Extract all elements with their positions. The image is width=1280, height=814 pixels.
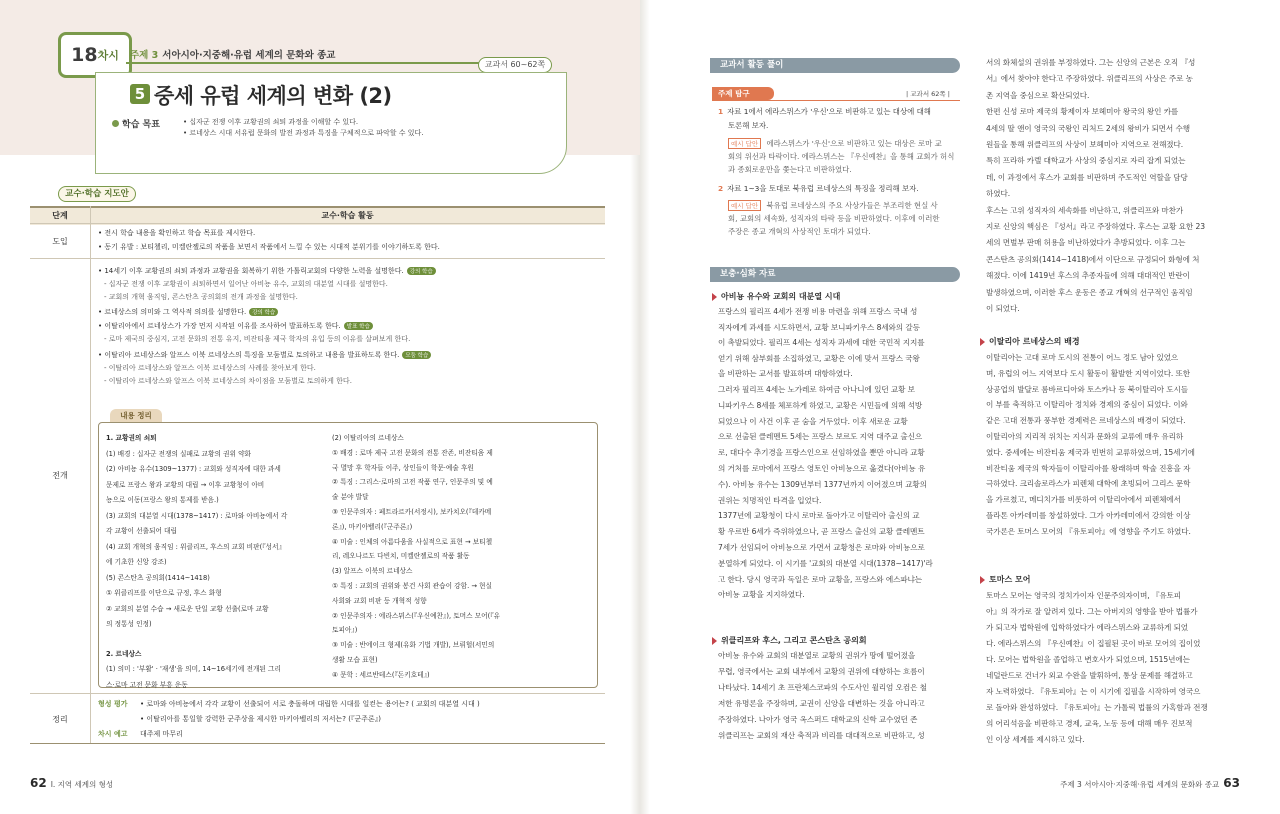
summary-right-line: ② 특징 : 그리스·로마의 고전 작품 연구, 인문주의 및 예 [332, 478, 493, 487]
heading-text: 이탈리아 르네상스의 배경 [989, 337, 1080, 346]
develop-line: - 이탈리아 르네상스와 알프스 이북 르네상스의 차이점을 모둠별로 토의하게 한다. [104, 377, 352, 385]
body-line: 로, 대다수 추기경을 프랑스인으로 선임하였을 뿐만 아니라 교황 [718, 448, 925, 458]
body-line: 되었으나 이 사건 이후 곧 숨을 거두었다. 이후 새로운 교황 [718, 416, 908, 426]
eval-line-2: • 이탈리아를 통일할 강력한 군주상을 제시한 마키아벨리의 저서는? (『군주론』) [140, 715, 381, 723]
body-line: 저한 유명론을 주장하며, 교권이 신앙을 대변하는 것을 아니라고 [718, 699, 925, 708]
body-line: 의 거처를 로마에서 프랑스 영토인 아비뇽으로 옮겼다(아비뇽 유 [718, 464, 926, 473]
right-page-number [1060, 776, 1240, 790]
develop-line: • 르네상스의 의미와 그 역사적 의의를 설명한다. 강의 학습 [98, 307, 278, 317]
body-line: 분열하게 되었다. 이 시기를 '교회의 대분열 시대(1378~1417)'라 [718, 558, 933, 568]
body-line: 네덜란드로 건너가 외교 수완을 발휘하여, 통상 문제를 해결하고 [986, 671, 1193, 680]
summary-right-line: 술 분야 발달 [332, 493, 369, 502]
body-line: 토마스 모어는 영국의 정치가이자 인문주의자이며, 『유토피 [986, 591, 1182, 600]
question-line [718, 183, 919, 194]
question-text: 자료 1~3을 토대로 북유럽 르네상스의 특징을 정리해 보자. [727, 184, 919, 193]
col-activity-header: 교수·학습 활동 [321, 211, 374, 220]
body-line: 발생하였으며, 이러한 후스 운동은 종교 개혁의 선구적인 움직임 [986, 287, 1193, 297]
body-line: 해졌다. 이에 1419년 후스의 추종자들에 의해 대대적인 반란이 [986, 271, 1190, 281]
body-line: 수). 아비뇽 유수는 1309년부터 1377년까지 이어졌으며 교황의 [718, 479, 927, 489]
intro-line-2: • 동기 유발 : 보티첼리, 미켈란젤로의 작품을 보면서 작품에서 느낄 수 있는 시대적 분위기를 이야기하도록 한다. [98, 243, 440, 251]
title-number: 5 [130, 84, 150, 104]
develop-line: - 교회의 개혁 움직임, 콘스탄츠 공의회의 전개 과정을 설명한다. [104, 293, 298, 301]
body-line: 황 우르반 6세가 즉위하였으나, 곧 프랑스 출신의 교황 클레멘트 [718, 527, 925, 537]
summary-right-line: 국 멸망 후 학자들 이주, 상인들이 학문·예술 후원 [332, 463, 474, 472]
summary-left-line: (5) 콘스탄츠 공의회(1414~1418) [106, 573, 210, 582]
goal-2: • 르네상스 시대 서유럽 문화의 발전 과정과 특징을 구체적으로 파악할 수 있다. [183, 129, 424, 137]
body-line: 하였다. [986, 189, 1011, 199]
summary-right-line: ① 배경 : 로마 제국 고전 문화의 전통 잔존, 비잔티움 제 [332, 448, 493, 457]
answer-line [728, 213, 939, 224]
body-line: 그러자 필리프 4세는 노가레로 하여금 아나니에 있던 교황 보 [718, 385, 915, 394]
heading-text: 아비뇽 유수와 교회의 대분열 시대 [721, 292, 841, 301]
question-number: 1 [718, 107, 724, 116]
row-divider [30, 258, 605, 259]
body-line: 을 비판하는 교서를 발표하며 대항하였다. [718, 369, 853, 378]
answer-text: 회의 위선과 타락이다. 에라스뮈스는 『우신예찬』을 통해 교회가 허식 [728, 152, 955, 161]
method-badge: 모둠 학습 [402, 351, 431, 359]
body-line: 위클리프는 교회의 재산 축적과 비리를 대대적으로 비판하고, 성 [718, 731, 925, 740]
answer-text: 북유럽 르네상스의 주요 사상가들은 부조리한 현실 사 [764, 201, 938, 210]
answer-text: 에라스뮈스가 '우신'으로 비판하고 있는 대상은 로마 교 [764, 139, 942, 148]
heading-text: 토마스 모어 [989, 575, 1031, 584]
body-line: 이 촉발되었다. 필리프 4세는 성직자 과세에 대한 국민적 지지를 [718, 338, 925, 347]
body-line: 무렵, 영국에서는 교회 내부에서 교황의 권위에 대항하는 흐름이 [718, 667, 925, 676]
body-line: 주장하였다. 나아가 영국 옥스퍼드 대학교의 신학 교수였던 존 [718, 715, 918, 724]
summary-left-line: (1) 의미 : '부활' · '재생'을 의미, 14~16세기에 전개된 그리 [106, 665, 281, 673]
phase-develop: 전개 [52, 471, 68, 480]
row-divider [30, 223, 605, 224]
body-line: 극하였다. 크리솔로라스가 피렌체 대학에 초빙되어 그리스 문학 [986, 479, 1191, 489]
answer-text: 과 종회로운만을 쫓는다고 비판하였다. [728, 165, 852, 174]
body-line: 데, 이 과정에서 후스가 교회를 비판하며 주도적인 역할을 담당 [986, 172, 1188, 182]
goal-dot-icon [112, 120, 119, 127]
subsection-heading [980, 574, 1030, 585]
body-line: 플라톤 아카데미를 창설하였다. 그가 아카데미에서 강의한 이상 [986, 511, 1191, 520]
summary-left-line: 각 교황이 선출되어 대립 [106, 527, 177, 535]
textbook-page-ref: 교과서 60~62쪽 [478, 57, 552, 73]
answer-tag: 예시 답안 [728, 138, 761, 149]
body-line: 비잔티움 제국의 학자들이 이탈리아를 왕래하며 학술 진흥을 자 [986, 463, 1191, 473]
body-line: 자 노력하였다. 『유토피아』는 이 시기에 집필을 시작하여 영국으 [986, 687, 1201, 696]
topic-line [130, 47, 335, 61]
body-line: 프랑스의 필리프 4세가 전쟁 비용 마련을 위해 프랑스 국내 성 [718, 307, 918, 316]
subsection-heading [712, 635, 867, 646]
body-line: 이 부를 축적하고 이탈리아 정치와 경제의 중심이 되었다. 이와 [986, 400, 1188, 410]
summary-left-line: 스·로마 고전 문화 부흥 운동 [106, 680, 188, 689]
body-line: 으로 선출된 클레멘트 5세는 프랑스 보르도 지역 대주교 출신으 [718, 432, 923, 442]
body-line: 아비뇽 유수와 교회의 대분열로 교황의 권위가 땅에 떨어졌을 [718, 651, 916, 660]
summary-left-line: 뇽으로 이동(프랑스 왕의 통제를 받음.) [106, 496, 219, 504]
eval-label: 형성 평가 [98, 700, 128, 708]
answer-line [728, 138, 942, 149]
method-badge: 강의 학습 [407, 267, 436, 275]
page-title: 중세 유럽 세계의 변화 (2) [154, 84, 392, 108]
question-rule [712, 100, 960, 101]
summary-right-line: (3) 알프스 이북의 르네상스 [332, 567, 413, 576]
activity-bar: 교과서 활동 풀이 [710, 58, 960, 73]
lesson-suffix: 차시 [97, 49, 119, 62]
body-line: 로 돌아와 완성하였다. 『유토피아』는 가톨릭 법률의 가혹함과 전쟁 [986, 703, 1208, 712]
body-line: 세의 면벌부 판매 허용을 비난하였다가 추방되었다. 이후 그는 [986, 238, 1186, 248]
summary-left-line: 2. 르네상스 [106, 649, 142, 658]
body-line: 지로 신앙의 핵심은 『성서』라고 주장하였다. 후스는 교황 요한 23 [986, 222, 1205, 231]
intro-line-1: • 전시 학습 내용을 확인하고 학습 목표를 제시한다. [98, 229, 256, 237]
heading-text: 위클리프와 후스, 그리고 콘스탄츠 공의회 [721, 636, 867, 645]
body-line: 다. 모어는 법학원을 졸업하고 변호사가 되었으며, 1515년에는 [986, 655, 1190, 664]
left-footer-text: Ⅰ. 지역 세계의 형성 [50, 780, 114, 789]
body-line: 이탈리아는 고대 로마 도시의 전통이 어느 정도 남아 있었으 [986, 353, 1179, 362]
right-num: 63 [1223, 776, 1240, 790]
summary-left-line: (4) 교회 개혁의 움직임 : 위클리프, 후스의 교회 비판(『성서』 [106, 542, 286, 551]
summary-left-line: 문제로 프랑스 왕과 교황의 대립 → 이후 교황청이 아비 [106, 480, 265, 489]
table-bottom-rule [30, 743, 605, 744]
develop-line: • 이탈리아에서 르네상스가 가장 먼저 시작된 이유를 조사하여 발표하도록 한다. 발표 학습 [98, 321, 373, 331]
answer-line [728, 226, 871, 237]
question-tag: 주제 탐구 [712, 87, 774, 100]
body-line: 직자에게 과세를 시도하면서, 교황 보니파키우스 8세와의 갈등 [718, 322, 920, 332]
body-line: 이탈리아의 지리적 위치는 지식과 문화의 교류에 매우 유리하 [986, 432, 1184, 441]
summary-right-line: 생활 모습 표현) [332, 656, 378, 664]
summary-left-line: 1. 교황권의 쇠퇴 [106, 434, 157, 442]
body-line: 1377년에 교황청이 다시 로마로 돌아가고 이탈리아 출신의 교 [718, 511, 920, 521]
body-line: 후스는 고위 성직자의 세속화를 비난하고, 위클리프와 마찬가 [986, 205, 1184, 215]
phase-close: 정리 [52, 715, 68, 724]
summary-right-line: ③ 인문주의자 : 페트라르카(서정시), 보카치오(『데카메 [332, 508, 492, 516]
body-line: 콘스탄츠 공의회(1414~1418)에서 이단으로 규정되어 화형에 처 [986, 254, 1200, 264]
summary-right-line: 리, 레오나르도 다빈치, 미켈란젤로의 작품 활동 [332, 552, 470, 561]
question-page-ref: | 교과서 62쪽 | [906, 90, 950, 98]
develop-line: • 이탈리아 르네상스와 알프스 이북 르네상스의 특징을 모둠별로 토의하고 내용을 발표하도록 한다. 모둠 학습 [98, 350, 431, 360]
body-line: 같은 고대 전통과 풍부한 경제력은 르네상스의 배경이 되었다. [986, 416, 1186, 426]
question-line [718, 106, 931, 117]
row-divider [30, 693, 605, 694]
body-line: 촌 지역을 중심으로 확산되었다. [986, 90, 1090, 100]
answer-text: 주장은 종교 개혁의 사상적인 토대가 되었다. [728, 227, 871, 236]
body-line: 였다. 중세에는 비잔티움 제국과 빈번히 교류하였으며, 15세기에 [986, 447, 1195, 457]
develop-line: - 이탈리아 르네상스와 알프스 이북 르네상스의 사례를 찾아보게 한다. [104, 364, 316, 372]
body-line: 나타났다. 14세기 초 프란체스코파의 수도사인 윌리엄 오컴은 철 [718, 683, 927, 692]
eval-line-1: • 로마와 아비뇽에서 각각 교황이 선출되어 서로 충돌하며 대립한 시대를 일컫는 용어는? ( 교회의 대분열 시대 ) [140, 700, 480, 708]
summary-right-line: 사회와 교회 비판 등 개혁적 성향 [332, 596, 427, 605]
topic-label: 주제 3 [130, 50, 159, 61]
summary-tag: 내용 정리 [110, 409, 162, 422]
answer-line [728, 151, 954, 162]
answer-text: 회, 교회의 세속화, 성직자의 타락 등을 비판하였다. 이후에 이러한 [728, 214, 940, 223]
summary-left-line: ① 위클리프를 이단으로 규정, 후스 화형 [106, 589, 222, 597]
method-badge: 강의 학습 [249, 308, 278, 316]
body-line: 다. 에라스뮈스의 『우신예찬』이 집필된 곳이 바로 모어의 집이었 [986, 639, 1201, 648]
answer-line [728, 164, 852, 175]
summary-left-line: (3) 교회의 대분열 시대(1378~1417) : 로마와 아비뇽에서 각 [106, 511, 288, 520]
develop-line: - 십자군 전쟁 이후 교황권이 쇠퇴하면서 일어난 아비뇽 유수, 교회의 대분열 시대를 설명한다. [104, 280, 388, 288]
heading-triangle-icon [712, 293, 717, 301]
summary-right-line: 토피아』) [332, 626, 358, 635]
topic-text: 서아시아·지중해·유럽 세계의 문화와 종교 [162, 50, 336, 61]
body-line: 서』에서 찾아야 한다고 주장하였다. 위클리프의 사상은 주로 농 [986, 74, 1193, 84]
summary-right-line: ① 특징 : 교회의 권위와 봉건 사회 관습이 강함. → 현실 [332, 582, 492, 590]
summary-right-line: ③ 미술 : 반에이크 형제(유화 기법 개발), 브뤼헐(서민의 [332, 641, 495, 650]
summary-right-line: 론』), 마키아벨리(『군주론』) [332, 522, 413, 531]
body-line: 며, 유럽의 어느 지역보다 도시 활동이 활발한 지역이었다. 또한 [986, 368, 1191, 378]
summary-right-line: ④ 미술 : 인체의 아름다움을 사실적으로 표현 → 보티첼 [332, 537, 493, 546]
deep-bar: 보충·심화 자료 [710, 267, 960, 282]
body-line: 권위는 치명적인 타격을 입었다. [718, 495, 822, 505]
subsection-heading [980, 336, 1080, 347]
body-line: 얻기 위해 삼부회를 소집하였고, 교황은 이에 맞서 프랑스 국왕 [718, 353, 920, 363]
body-line: 특히 프라하 카렐 대학교가 사상의 중심지로 자리 잡게 되었는 [986, 156, 1186, 166]
guide-label: 교수·학습 지도안 [58, 186, 136, 202]
body-line: 4세의 딸 앤이 영국의 국왕인 리처드 2세의 왕비가 되면서 수행 [986, 123, 1190, 133]
body-line: 고 한다. 당시 영국과 독일은 로마 교황을, 프랑스와 에스파냐는 [718, 574, 923, 584]
body-line: 을 가르쳤고, 메디치가를 비롯하여 이탈리아에서 피렌체에서 [986, 495, 1181, 505]
body-line: 인 이상 세계를 제시하고 있다. [986, 735, 1085, 744]
body-line: 한편 신성 로마 제국의 황제이자 보헤미아 왕국의 왕인 카를 [986, 107, 1179, 117]
question-number: 2 [718, 184, 724, 193]
body-line: 서의 화체설의 권위를 부정하였다. 그는 신앙의 근본은 오직 『성 [986, 58, 1196, 67]
column-divider [90, 206, 91, 743]
heading-triangle-icon [712, 637, 717, 645]
right-footer-text: 주제 3 서아시아·지중해·유럽 세계의 문화와 종교 [1060, 780, 1220, 789]
body-line: 7세가 선임되어 아비뇽으로 가면서 교황청은 로마와 아비뇽으로 [718, 543, 925, 552]
summary-left-line: ② 교회의 분열 수습 → 새로운 단일 교황 선출(로마 교황 [106, 604, 269, 613]
develop-line: - 로마 제국의 중심지, 고전 문화의 전통 유지, 비잔티움 제국 학자의 유입 등의 이유를 살펴보게 한다. [104, 335, 411, 343]
next-text: 대주제 마무리 [140, 730, 183, 738]
question-text: 자료 1에서 에라스뮈스가 '우신'으로 비판하고 있는 대상에 대해 [727, 107, 931, 116]
heading-triangle-icon [980, 338, 985, 346]
body-line: 아비뇽 교황을 지지하였다. [718, 590, 805, 600]
summary-left-line: (1) 배경 : 십자군 전쟁의 실패로 교황의 권위 약화 [106, 449, 252, 458]
body-line: 국가론은 토머스 모어의 『유토피아』에 영향을 주기도 하였다. [986, 526, 1191, 536]
summary-right-line: (2) 이탈리아의 르네상스 [332, 434, 404, 442]
body-line: 상공업의 발달로 롬바르디아와 토스카나 등 북이탈리아 도시들 [986, 384, 1189, 394]
answer-line [728, 200, 938, 211]
method-badge: 발표 학습 [344, 322, 373, 330]
body-line: 니파키우스 8세를 체포하게 하였고, 교황은 시민들에 의해 석방 [718, 400, 923, 410]
left-page-number [30, 776, 113, 790]
goal-1: • 십자군 전쟁 이후 교황권의 쇠퇴 과정을 이해할 수 있다. [183, 118, 359, 126]
phase-intro: 도입 [52, 237, 68, 246]
heading-triangle-icon [980, 576, 985, 584]
develop-line: • 14세기 이후 교황권의 쇠퇴 과정과 교황권을 회복하기 위한 가톨릭교회의 다양한 노력을 설명한다. 강의 학습 [98, 266, 436, 276]
lesson-number: 18 [71, 44, 98, 66]
body-line: 원들을 통해 위클리프의 사상이 보헤미아 지역으로 전해졌다. [986, 140, 1184, 149]
goal-label [112, 117, 160, 130]
summary-left-line: 의 정통성 인정) [106, 620, 152, 628]
col-phase-header: 단계 [52, 211, 68, 220]
question-line: 토론해 보자. [728, 121, 769, 130]
body-line: 이 되었다. [986, 304, 1020, 313]
left-num: 62 [30, 776, 47, 790]
goal-label-text: 학습 목표 [122, 120, 160, 130]
body-line: 가 되고자 법학원에 입학하였다가 에라스뮈스와 교류하게 되었 [986, 623, 1189, 632]
summary-left-line: (2) 아비뇽 유수(1309~1377) : 교회와 성직자에 대한 과세 [106, 465, 281, 473]
next-label: 차시 예고 [98, 730, 128, 738]
summary-right-line: ④ 문학 : 세르반테스(『돈키호테』) [332, 670, 430, 679]
body-line: 의 어리석음을 비판하고 경제, 교육, 노동 등에 대해 매우 진보적 [986, 719, 1193, 728]
summary-left-line: 에 기초한 신앙 강조) [106, 558, 167, 566]
subsection-heading [712, 291, 840, 302]
body-line: 아』의 작가로 잘 알려져 있다. 그는 아버지의 영향을 받아 법률가 [986, 607, 1198, 616]
summary-right-line: ② 인문주의자 : 에라스뮈스(『우신예찬』), 토머스 모어(『유 [332, 611, 501, 620]
answer-tag: 예시 답안 [728, 200, 761, 211]
